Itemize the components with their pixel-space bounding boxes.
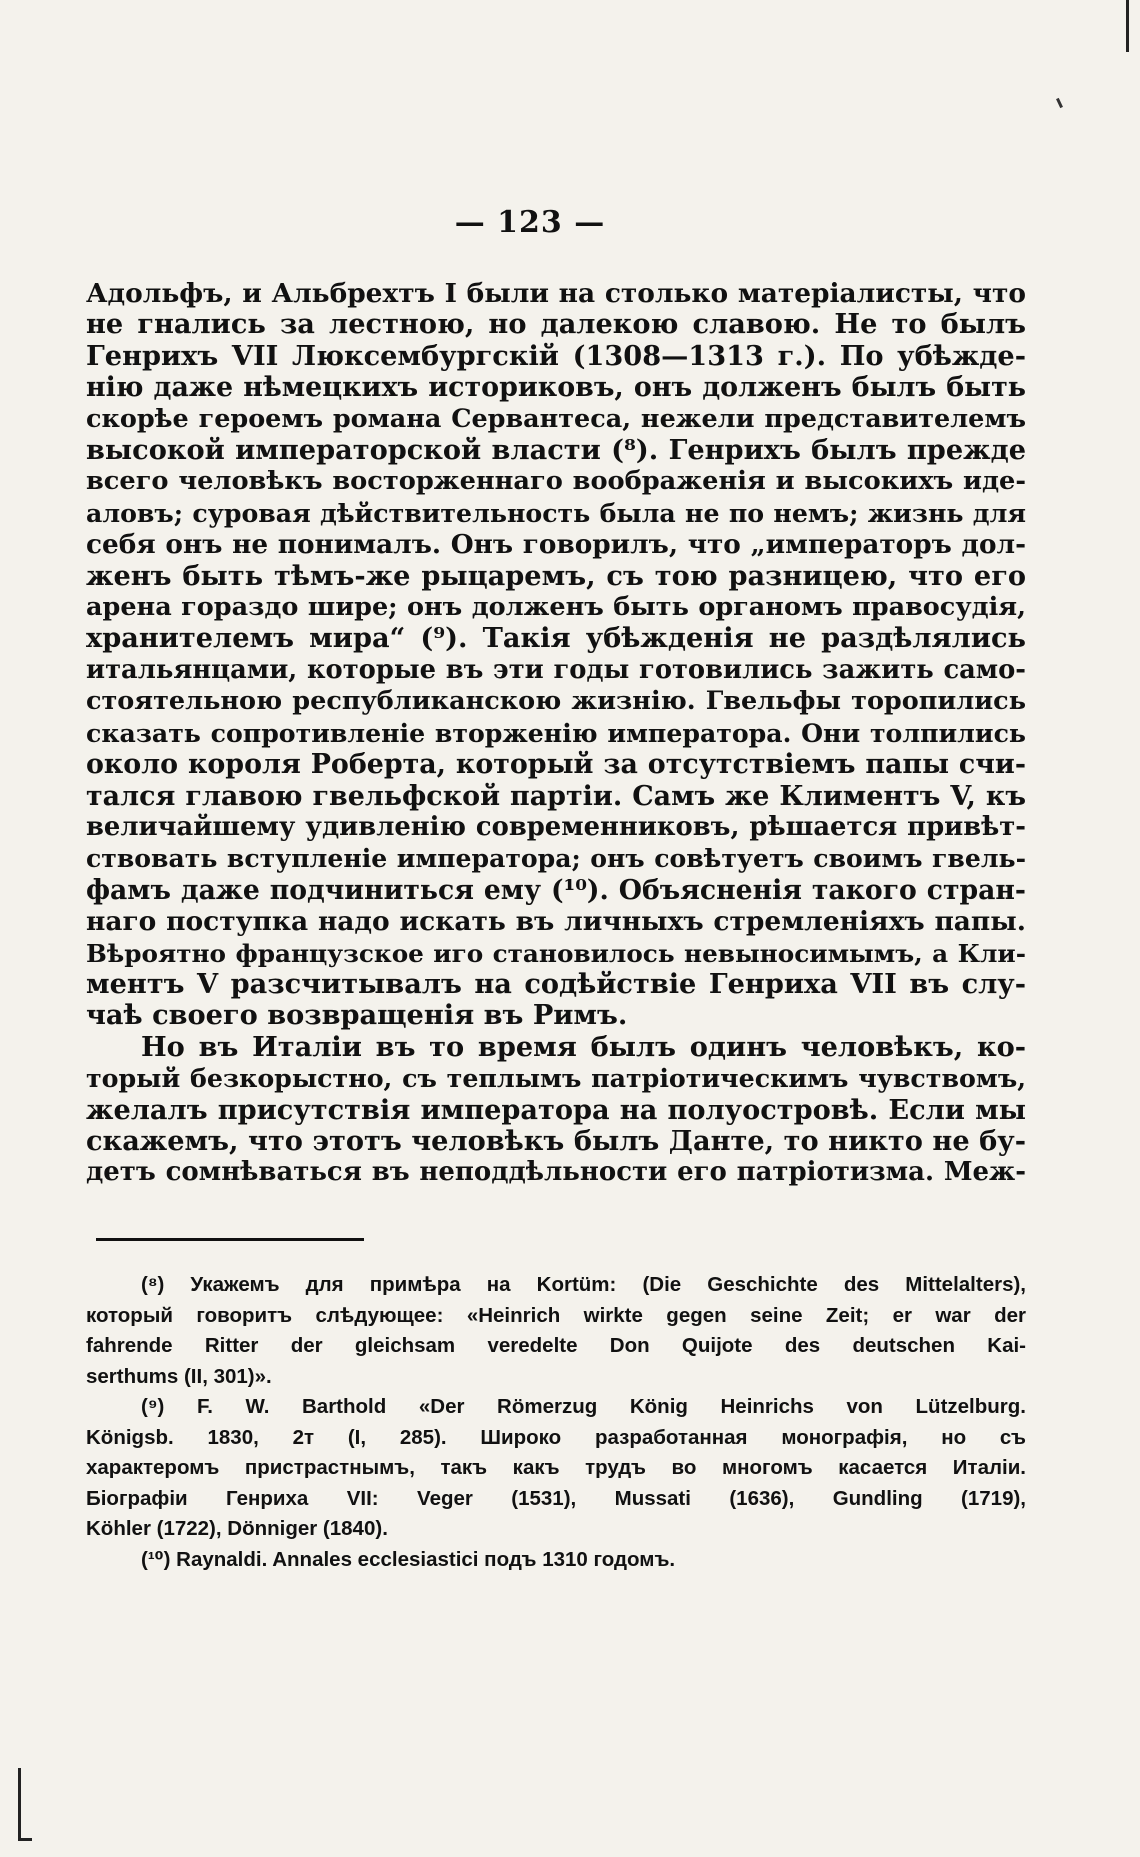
- footnote-line: Königsb. 1830, 2т (I, 285). Широко разработанная монографія, но съ: [86, 1425, 1026, 1449]
- text-line: сказать сопротивленіе вторженію императора. Они толпились: [86, 717, 1026, 748]
- text-line: ствовать вступленіе императора; онъ совѣтуетъ своимъ гвель-: [86, 843, 1026, 874]
- text-line: женъ быть тѣмъ-же рыцаремъ, съ тою разницею, что его: [86, 559, 1026, 592]
- footnote-line: serthums (II, 301)».: [86, 1364, 272, 1388]
- footnote-line: характеромъ пристрастнымъ, такъ какъ трудъ во многомъ касается Италіи.: [86, 1456, 1026, 1479]
- footnote-line: fahrende Ritter der gleichsam veredelte Don Quijote des deutschen Kai-: [86, 1334, 1026, 1357]
- text-line: фамъ даже подчиниться ему (¹⁰). Объясненія такого стран-: [86, 874, 1026, 906]
- text-line: торый безкорыстно, съ теплымъ патріотическимъ чувствомъ,: [86, 1063, 1026, 1094]
- text-line: Вѣроятно французское иго становилось невыносимымъ, а Кли-: [86, 938, 1026, 968]
- footnote-8: (⁸) Укажемъ для примѣра на Kortüm: (Die Geschichte des Mittelalters),: [141, 1273, 1026, 1296]
- footnote-line: Біографіи Генриха VII: Veger (1531), Mussati (1636), Gundling (1719),: [86, 1486, 1026, 1510]
- text-line: детъ сомнѣваться въ неподдѣльности его патріотизма. Меж-: [86, 1157, 1026, 1188]
- footnote-10: (¹⁰) Raynaldi. Annales ecclesiastici подъ 1310 годомъ.: [141, 1547, 676, 1571]
- footnote-9: (⁹) F. W. Barthold «Der Römerzug König Heinrichs von Lützelburg.: [141, 1395, 1026, 1418]
- footnote-separator-rule: [96, 1238, 364, 1241]
- text-line: стоятельною республиканскою жизнію. Гвельфы торопились: [86, 686, 1026, 717]
- text-line: всего человѣкъ восторженнаго воображенія и высокихъ иде-: [86, 466, 1026, 497]
- text-line: желалъ присутствія императора на полуостровѣ. Если мы: [86, 1093, 1026, 1126]
- text-line-paragraph-start: Но въ Италіи въ то время былъ одинъ человѣкъ, ко-: [141, 1030, 1026, 1063]
- scan-speck: [1056, 98, 1063, 108]
- scan-edge-mark-bottom: [18, 1768, 21, 1840]
- text-line: аловъ; суровая дѣйствительность была не по немъ; жизнь для: [86, 497, 1026, 528]
- text-line: Генрихъ VII Люксембургскій (1308—1313 г.). По убѣжде-: [86, 339, 1026, 372]
- text-line: хранителемъ мира“ (⁹). Такія убѣжденія не раздѣлялись: [86, 622, 1026, 655]
- text-line: Адольфъ, и Альбрехтъ I были на столько матеріалисты, что: [86, 278, 1026, 309]
- text-line: себя онъ не понималъ. Онъ говорилъ, что „императоръ дол-: [86, 529, 1026, 561]
- text-line: итальянцами, которые въ эти годы готовились зажить само-: [86, 654, 1026, 685]
- main-text: [86, 278, 1026, 1189]
- text-line: скорѣе героемъ романа Сервантеса, нежели представителемъ: [86, 403, 1026, 434]
- scan-edge-mark-foot: [18, 1838, 32, 1841]
- text-line: нію даже нѣмецкихъ историковъ, онъ долженъ былъ быть: [86, 372, 1026, 404]
- text-line: около короля Роберта, который за отсутствіемъ папы счи-: [86, 749, 1026, 781]
- text-line: арена гораздо шире; онъ долженъ быть органомъ правосудія,: [86, 592, 1026, 623]
- text-line: ментъ V разсчитывалъ на содѣйствіе Генриха VII въ слу-: [86, 967, 1026, 1000]
- footnotes: [86, 1270, 1026, 1575]
- text-line: тался главою гвельфской партіи. Самъ же Климентъ V, къ: [86, 780, 1026, 812]
- scan-edge-mark-top: [1126, 0, 1129, 52]
- footnote-line: Köhler (1722), Dönniger (1840).: [86, 1517, 388, 1540]
- footnote-line: который говоритъ слѣдующее: «Heinrich wirkte gegen seine Zeit; er war der: [86, 1303, 1026, 1327]
- text-line: скажемъ, что этотъ человѣкъ былъ Данте, то никто не бу-: [86, 1124, 1026, 1157]
- text-line: наго поступка надо искать въ личныхъ стремленіяхъ папы.: [86, 906, 1026, 938]
- text-line: высокой императорской власти (⁸). Генрихъ былъ прежде: [86, 434, 1026, 467]
- text-line: не гнались за лестною, но далекою славою. Не то былъ: [86, 308, 1026, 341]
- text-line-paragraph-end: чаѣ своего возвращенія въ Римъ.: [86, 999, 628, 1032]
- page-number: — 123 —: [454, 205, 606, 240]
- text-line: величайшему удивленію современниковъ, рѣшается привѣт-: [86, 811, 1026, 842]
